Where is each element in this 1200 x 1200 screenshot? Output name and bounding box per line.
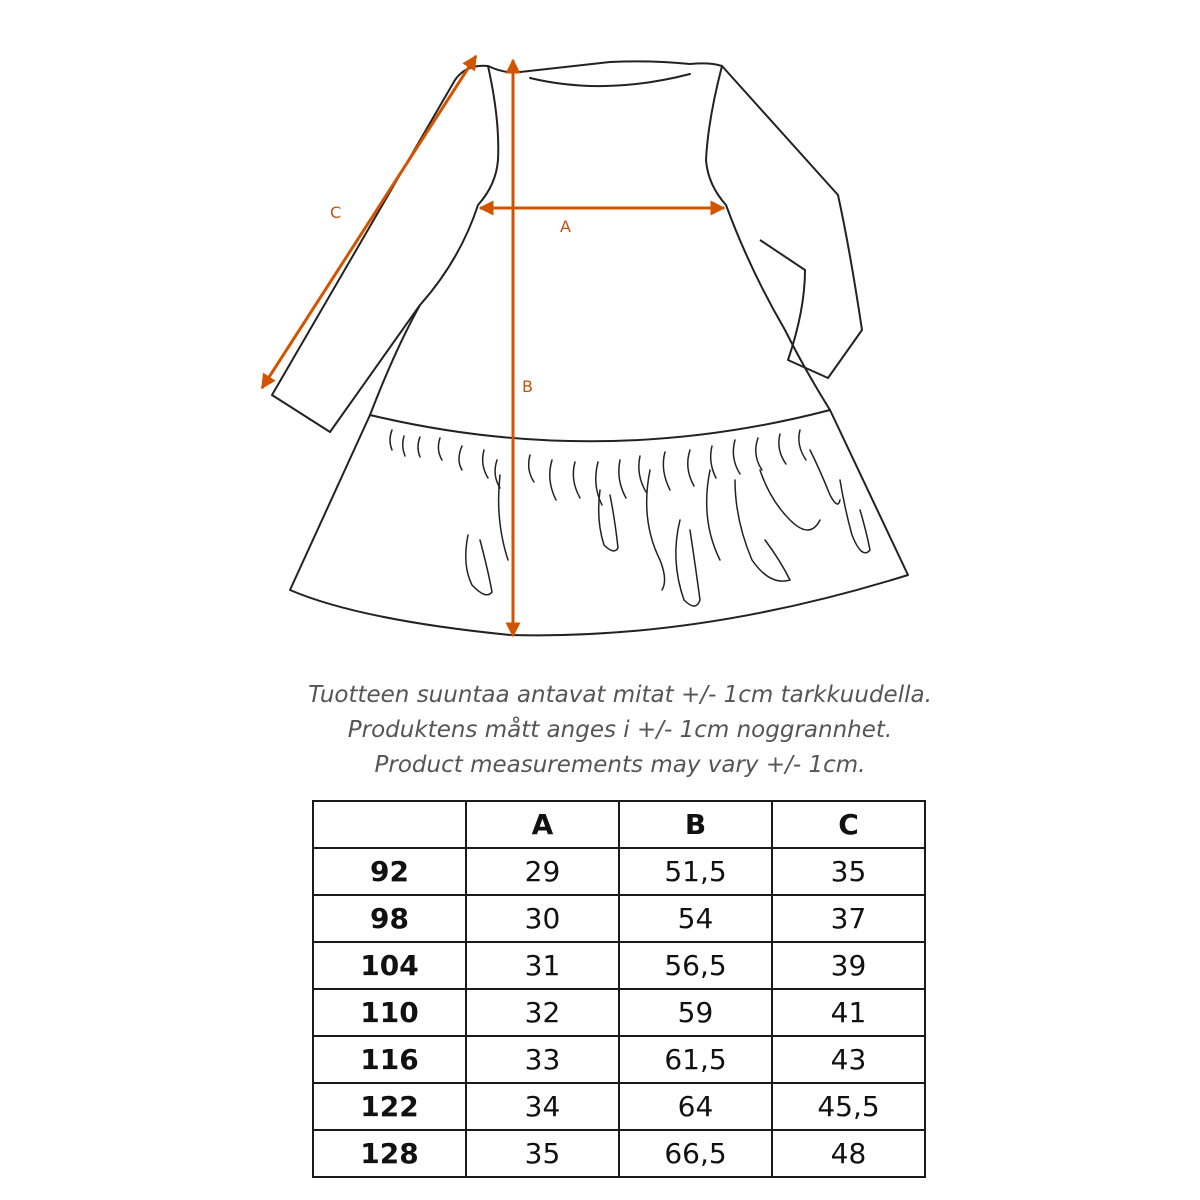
cell-size: 116 <box>313 1036 466 1083</box>
measurement-note <box>0 678 1200 783</box>
cell-b: 54 <box>619 895 772 942</box>
table-row <box>313 942 925 989</box>
header-b: B <box>619 801 772 848</box>
cell-size: 92 <box>313 848 466 895</box>
header-c: C <box>772 801 925 848</box>
table-row <box>313 1083 925 1130</box>
cell-b: 66,5 <box>619 1130 772 1177</box>
cell-c: 35 <box>772 848 925 895</box>
cell-a: 32 <box>466 989 619 1036</box>
cell-c: 41 <box>772 989 925 1036</box>
cell-b: 61,5 <box>619 1036 772 1083</box>
skirt-gathers <box>390 430 870 606</box>
cell-c: 43 <box>772 1036 925 1083</box>
table-row <box>313 1130 925 1177</box>
header-a: A <box>466 801 619 848</box>
table-row <box>313 895 925 942</box>
cell-c: 39 <box>772 942 925 989</box>
dress-outline <box>290 61 908 635</box>
cell-c: 37 <box>772 895 925 942</box>
cell-a: 31 <box>466 942 619 989</box>
cell-size: 128 <box>313 1130 466 1177</box>
cell-size: 98 <box>313 895 466 942</box>
label-b: B <box>522 377 533 396</box>
measure-line-c <box>262 56 476 388</box>
cell-a: 34 <box>466 1083 619 1130</box>
cell-a: 30 <box>466 895 619 942</box>
size-table <box>312 800 926 1178</box>
cell-a: 33 <box>466 1036 619 1083</box>
label-c: C <box>330 203 342 222</box>
table-row <box>313 989 925 1036</box>
cell-c: 48 <box>772 1130 925 1177</box>
table-row <box>313 848 925 895</box>
cell-a: 35 <box>466 1130 619 1177</box>
cell-b: 51,5 <box>619 848 772 895</box>
table-header-row <box>313 801 925 848</box>
note-finnish: Tuotteen suuntaa antavat mitat +/- 1cm tarkkuudella. <box>308 682 932 708</box>
label-a: A <box>560 217 571 236</box>
cell-b: 56,5 <box>619 942 772 989</box>
cell-b: 64 <box>619 1083 772 1130</box>
note-swedish: Produktens mått anges i +/- 1cm noggrannhet. <box>347 717 893 743</box>
table-row <box>313 1036 925 1083</box>
cell-size: 104 <box>313 942 466 989</box>
note-english: Product measurements may vary +/- 1cm. <box>374 752 866 778</box>
cell-a: 29 <box>466 848 619 895</box>
cell-c: 45,5 <box>772 1083 925 1130</box>
cell-b: 59 <box>619 989 772 1036</box>
cell-size: 110 <box>313 989 466 1036</box>
sleeves <box>272 66 862 432</box>
cell-size: 122 <box>313 1083 466 1130</box>
header-size <box>313 801 466 848</box>
